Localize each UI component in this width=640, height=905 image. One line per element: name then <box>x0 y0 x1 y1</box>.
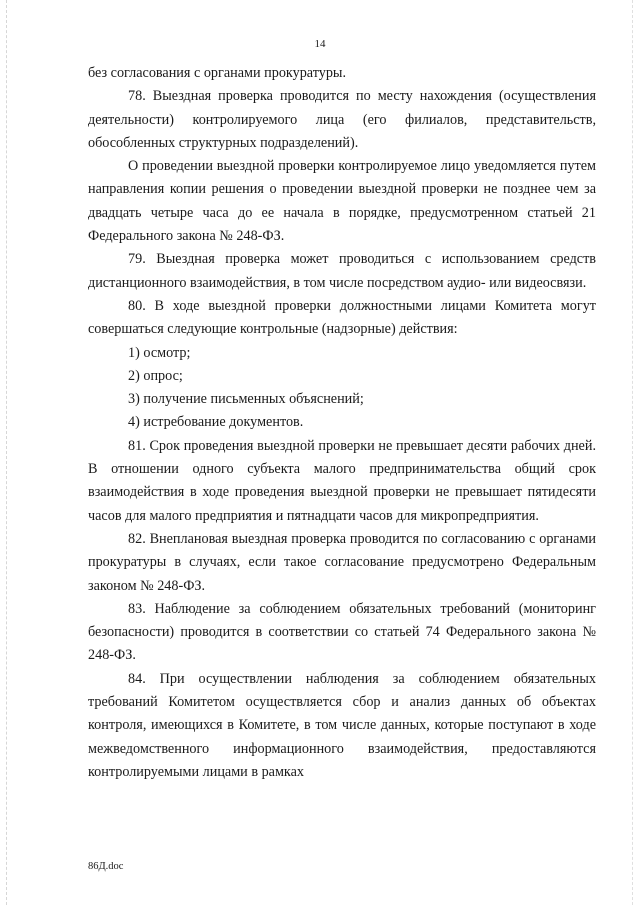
scan-edge-left <box>6 0 8 905</box>
paragraph-80: 80. В ходе выездной проверки должностными лицами Комитета могут совершаться следующие контрольные (надзорные) действия: <box>88 297 596 338</box>
list-item: 2) опрос; <box>128 367 183 384</box>
document-body <box>88 62 596 784</box>
paragraph-82: 82. Внеплановая выездная проверка проводится по согласованию с органами прокуратуры в случаях, если такое согласование предусмотрено Федеральным законом № 248-ФЗ. <box>88 530 596 594</box>
list-item: 4) истребование документов. <box>128 414 304 431</box>
list-item: 3) получение письменных объяснений; <box>128 391 364 408</box>
paragraph-79: 79. Выездная проверка может проводиться с использованием средств дистанционного взаимодействия, в том числе посредством аудио- или видеосвязи. <box>88 251 596 291</box>
paragraph-continuation: без согласования с органами прокуратуры. <box>88 65 346 81</box>
scan-edge-right <box>632 0 634 905</box>
list-item: 1) осмотр; <box>128 344 191 361</box>
paragraph-84: 84. При осуществлении наблюдения за соблюдением обязательных требований Комитетом осуществляется сбор и анализ данных об объектах контроля, имеющихся в Комитете, в том числе данных, которые поступают в ходе межведомственного информационного взаимодействия, предоставляются контролируемыми лицами в рамках <box>88 670 596 780</box>
page-number: 14 <box>314 38 326 50</box>
file-name-footer: 86Д.doc <box>88 861 124 872</box>
paragraph-notification: О проведении выездной проверки контролируемое лицо уведомляется путем направления копии решения о проведении выездной проверки не позднее чем за двадцать четыре часа до ее начала в порядке, предусмотренном статьей 21 Федерального закона № 248-ФЗ. <box>88 158 596 245</box>
paragraph-83: 83. Наблюдение за соблюдением обязательных требований (мониторинг безопасности) проводится в соответствии со статьей 74 Федерального закона № 248-ФЗ. <box>88 600 596 664</box>
paragraph-78: 78. Выездная проверка проводится по месту нахождения (осуществления деятельности) контролируемого лица (его филиалов, представительств, обособленных структурных подразделений). <box>88 88 596 151</box>
paragraph-81: 81. Срок проведения выездной проверки не превышает десяти рабочих дней. В отношении одного субъекта малого предпринимательства общий срок взаимодействия в ходе проведения выездной проверки не превышает пятидесяти часов для малого предприятия и пятнадцати часов для микропредприятия. <box>88 437 596 524</box>
